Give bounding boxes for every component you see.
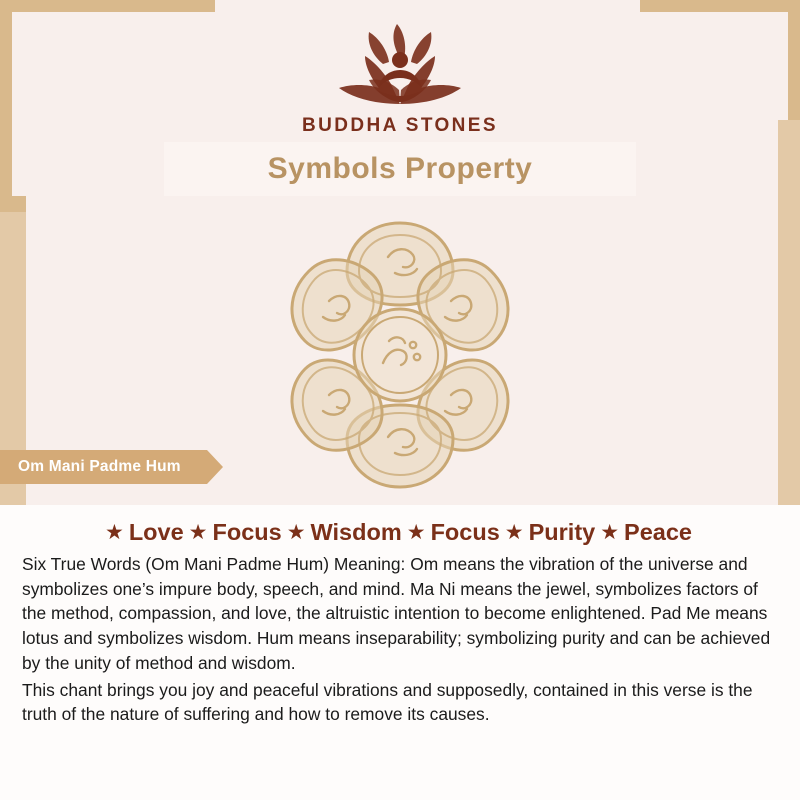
- decorative-corner-top-left-horizontal: [0, 0, 215, 12]
- decorative-edge-left-notch: [0, 196, 26, 212]
- star-icon: ★: [406, 521, 426, 544]
- keyword-love: Love: [128, 519, 184, 545]
- keyword-focus-2: Focus: [430, 519, 500, 545]
- page-title-banner: [164, 142, 636, 196]
- description-text: [0, 546, 800, 727]
- star-icon: ★: [286, 521, 306, 544]
- keyword-peace: Peace: [624, 519, 692, 545]
- brand-name: BUDDHA STONES: [302, 115, 498, 136]
- symbol-name-tab: [0, 450, 207, 484]
- decorative-corner-top-right-horizontal: [640, 0, 800, 12]
- keyword-list: [0, 505, 800, 546]
- symbol-name-label: Om Mani Padme Hum: [18, 458, 181, 475]
- brand-logo: [0, 18, 800, 137]
- lotus-meditation-figure-icon: [305, 18, 495, 113]
- star-icon: ★: [104, 521, 124, 544]
- keyword-purity: Purity: [528, 519, 596, 545]
- page-title: Symbols Property: [267, 152, 533, 185]
- description-panel: [0, 505, 800, 800]
- star-icon: ★: [600, 521, 620, 544]
- decorative-edge-right: [778, 120, 800, 510]
- star-icon: ★: [504, 521, 524, 544]
- keyword-wisdom: Wisdom: [310, 519, 402, 545]
- description-paragraph-1: Six True Words (Om Mani Padme Hum) Meaning: Om means the vibration of the universe and symbolizes one’s impure body, speech, and mind. Ma Ni means the jewel, symbolizes factors of the method, compassion, and love, the altruistic intention to become enlightened. Pad Me means lotus and symbolizes wisdom. Hum means inseparability; symbolizing purity and can be achieved by the unity of method and wisdom.: [22, 554, 771, 673]
- description-paragraph-2: This chant brings you joy and peaceful vibrations and supposedly, contained in this verse is the truth of the nature of suffering and how to remove its causes.: [22, 679, 753, 725]
- keyword-focus-1: Focus: [212, 519, 282, 545]
- star-icon: ★: [188, 521, 208, 544]
- lotus-mandala-om-mani-padme-hum-icon: [245, 205, 555, 505]
